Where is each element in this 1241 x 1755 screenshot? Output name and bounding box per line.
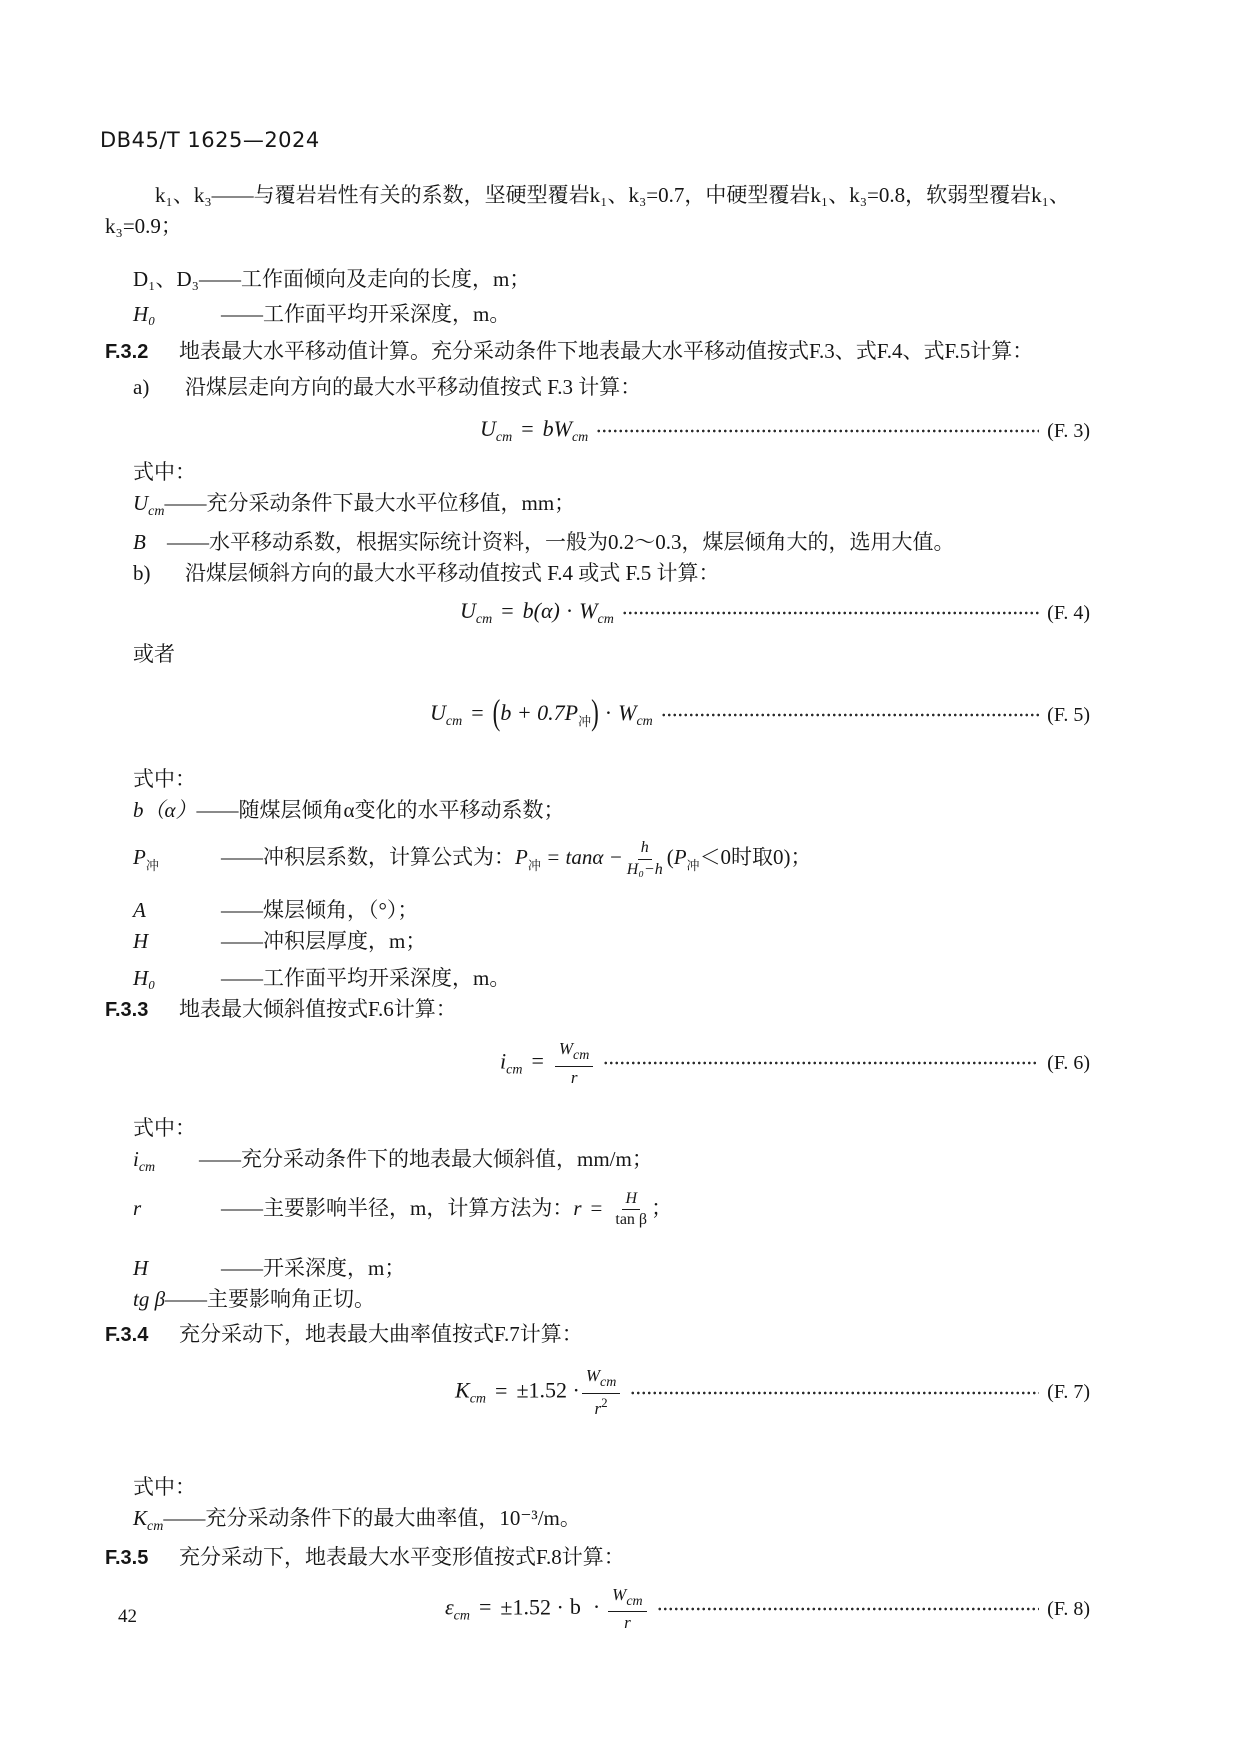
clause-f32-text: 地表最大水平移动值计算。充分采动条件下地表最大水平移动值按式F.3、式F.4、式F.5计算： [179,339,1034,363]
var: b [569,1594,581,1620]
paren-open: ( [492,692,501,732]
equals: = [479,1594,492,1620]
fraction [582,1367,621,1418]
where-heading: 式中： [133,1115,196,1140]
numerator [582,1367,621,1394]
sub-chong: 冲 [527,858,541,874]
def-kcm-text: ——充分采动条件下的最大曲率值，10⁻³/m。 [163,1505,581,1530]
var: W [585,1366,601,1386]
numerator [555,1040,594,1067]
denominator: r [624,1613,631,1633]
formula-f4-number: (F. 4) [1047,601,1090,624]
variable-r: r [133,1195,142,1220]
formula-f3-number: (F. 3) [1047,419,1090,442]
formula-f4-expression [460,598,614,628]
var: W [618,700,637,725]
sub: cm [626,1593,643,1609]
dot-leader [622,611,1039,615]
variable-tg-beta: tg β [133,1287,166,1312]
def-h-2-text: ——开采深度，m； [221,1256,406,1281]
dot-leader [661,713,1039,717]
def-h-text: ——冲积层厚度，m； [221,929,427,954]
variable-kcm: K [133,1505,148,1530]
var: W [558,1039,574,1059]
def-b-alpha-text: ——随煤层倾角α变化的水平移动系数； [196,798,565,822]
page-content [105,180,1110,1632]
def-kcm [105,1503,1110,1542]
def-b-alpha [105,795,1110,826]
var: bW [542,416,572,441]
paren-open: ( [666,845,674,870]
where-heading: 式中： [133,767,196,791]
formula-f3 [105,413,1110,449]
def-r-text: ——主要影响半径，m，计算方法为： [221,1195,574,1220]
equation-body: = tanα − [546,845,623,870]
clause-f32-number: F.3.2 [105,341,149,363]
def-tg-beta-text: ——主要影响角正切。 [165,1287,376,1312]
variable-h: H [133,1256,149,1281]
exponent: 2 [601,1394,608,1410]
equals: = [590,1195,603,1220]
clause-f35 [105,1542,1110,1574]
item-b-text: 沿煤层倾斜方向的最大水平移动值按式 F.4 或式 F.5 计算： [185,561,720,585]
numerator: H [622,1191,640,1211]
variable-b-alpha: b（α） [133,798,197,822]
def-h [105,926,1110,957]
condition-text: ＜0时取0)； [699,845,812,870]
equals: = [501,598,514,623]
clause-f35-number: F.3.5 [105,1546,149,1569]
var: ε [445,1594,454,1620]
sub: cm [573,1048,590,1064]
def-h0-2-text: ——工作面平均开采深度，m。 [221,966,511,991]
denominator: r [570,1067,578,1087]
var: W [612,1584,627,1604]
sub-chong: 冲 [145,858,159,874]
clause-f33-text: 地表最大倾斜值按式F.6计算： [179,997,457,1022]
denominator: tan β [615,1211,648,1229]
page-number: 42 [118,1606,137,1627]
def-b-text: ——水平移动系数，根据实际统计资料，一般为0.2～0.3，煤层倾角大的，选用大值。 [167,530,955,554]
var: i [133,1146,139,1171]
def-h0-2 [105,963,1110,994]
variable-p-chong [133,842,221,881]
formula-f6-expression [500,1040,595,1087]
def-icm-text: ——充分采动条件下的地表最大倾斜值，mm/m； [199,1146,653,1171]
formula-f6 [105,1040,1110,1087]
var: W [579,598,598,623]
formula-f7-number: (F. 7) [1047,1381,1090,1403]
formula-f3-expression [480,416,588,446]
fraction [555,1040,594,1087]
equals: = [531,1048,544,1074]
def-ucm-text: ——充分采动条件下最大水平位移值，mm； [164,491,576,515]
para-coefficients-line2: k₃=0.9； [105,214,182,238]
or-text: 或者 [133,642,175,666]
numerator: h [638,840,652,860]
def-h-2 [105,1253,1110,1284]
dot-leader [603,1061,1039,1065]
def-ucm [105,488,1110,527]
sub-chong: 冲 [578,714,592,729]
formula-f7-expression [455,1367,622,1418]
clause-f33 [105,994,1110,1026]
r-inline-formula [573,1189,673,1229]
equals: = [495,1377,508,1403]
var: r [594,1398,602,1418]
var: U [430,700,446,725]
dot-leader [596,429,1039,433]
sub: cm [445,714,463,729]
var: P [133,845,146,870]
numerator [608,1586,647,1613]
p-chong-inline-formula [515,839,812,878]
sub: cm [571,430,589,445]
var: U [460,598,476,623]
item-b-marker: b) [133,561,151,585]
sub-chong: 冲 [686,858,700,874]
formula-f5-number: (F. 5) [1047,703,1090,726]
equals: = [521,416,534,441]
def-tg-beta [105,1284,1110,1315]
multiply-dot: · [604,700,613,725]
doc-code: DB45/T 1625—2024 [100,128,320,152]
sub: cm [506,1062,523,1078]
variable-a: A [133,898,146,923]
fraction [608,1586,647,1633]
formula-f5 [105,692,1110,738]
sub: cm [147,1518,164,1534]
var: r [573,1195,582,1220]
sub: cm [469,1391,487,1407]
paren-close: ) [591,692,599,732]
coefficient: ±1.52 · [516,1377,580,1403]
variable-b: B [133,530,146,554]
clause-f34 [105,1319,1110,1351]
sub: cm [138,1159,156,1175]
formula-f5-expression [430,692,653,732]
item-b [105,558,1110,589]
sub: cm [636,714,653,729]
var: P [673,845,687,870]
where-heading: 式中： [133,1474,196,1499]
def-p-chong [105,840,1110,881]
def-b [105,527,1110,558]
coefficient: ±1.52 · [500,1594,564,1620]
def-h0-text: ——工作面平均开采深度，m。 [221,302,511,326]
sub: cm [495,430,513,445]
clause-f32 [105,336,1110,368]
var: U [480,416,496,441]
formula-f8-number: (F. 8) [1047,1597,1090,1620]
fraction [615,1191,647,1230]
multiply-dot: · [592,1594,601,1620]
var: b(α) [522,598,560,623]
sub: cm [148,504,165,519]
def-icm [105,1144,1110,1183]
var: b + 0.7P [500,700,579,725]
equals: = [471,700,484,725]
formula-f6-number: (F. 6) [1047,1051,1090,1074]
var: K [455,1377,470,1403]
fraction [627,840,663,879]
multiply-dot: · [565,598,574,623]
item-a-marker: a) [133,375,150,399]
variable-h0: H₀ [133,302,156,326]
var: i [500,1048,507,1074]
variable-icm [133,1144,199,1183]
formula-f8 [105,1586,1110,1633]
formula-f4 [105,595,1110,631]
def-r [105,1191,1110,1230]
clause-f34-text: 充分采动下，地表最大曲率值按式F.7计算： [179,1322,583,1347]
item-a [105,372,1110,403]
var: P [515,845,528,870]
def-h0 [105,299,1110,330]
def-a-text: ——煤层倾角，（°）； [221,898,419,923]
dot-leader [657,1607,1040,1611]
variable-h: H [133,929,149,954]
dot-leader [630,1391,1039,1395]
clause-f34-number: F.3.4 [105,1324,149,1347]
clause-f35-text: 充分采动下，地表最大水平变形值按式F.8计算： [179,1544,625,1569]
formula-f8-expression [445,1586,649,1633]
def-p-chong-text: ——冲积层系数，计算公式为： [221,845,515,870]
denominator: H₀−h [626,860,663,878]
sub: cm [597,612,614,627]
sub: cm [475,612,493,627]
punctuation: ； [651,1195,673,1220]
where-heading: 式中： [133,460,196,484]
sub: cm [453,1608,470,1624]
clause-f33-number: F.3.3 [105,999,149,1022]
variable-ucm: U [133,491,149,515]
def-d1-d3: D₁、D₃——工作面倾向及走向的长度，m； [133,267,531,291]
formula-f7 [105,1367,1110,1418]
variable-h0: H₀ [133,966,156,991]
item-a-text: 沿煤层走向方向的最大水平移动值按式 F.3 计算： [185,375,642,399]
def-a [105,895,1110,926]
sub: cm [600,1375,617,1391]
para-coefficients-line1: k₁、k₃——与覆岩岩性有关的系数，坚硬型覆岩k₁、k₃=0.7，中硬型覆岩k₁、k₃=0.8，软弱型覆岩k₁、 [155,183,1070,207]
denominator [595,1394,608,1418]
